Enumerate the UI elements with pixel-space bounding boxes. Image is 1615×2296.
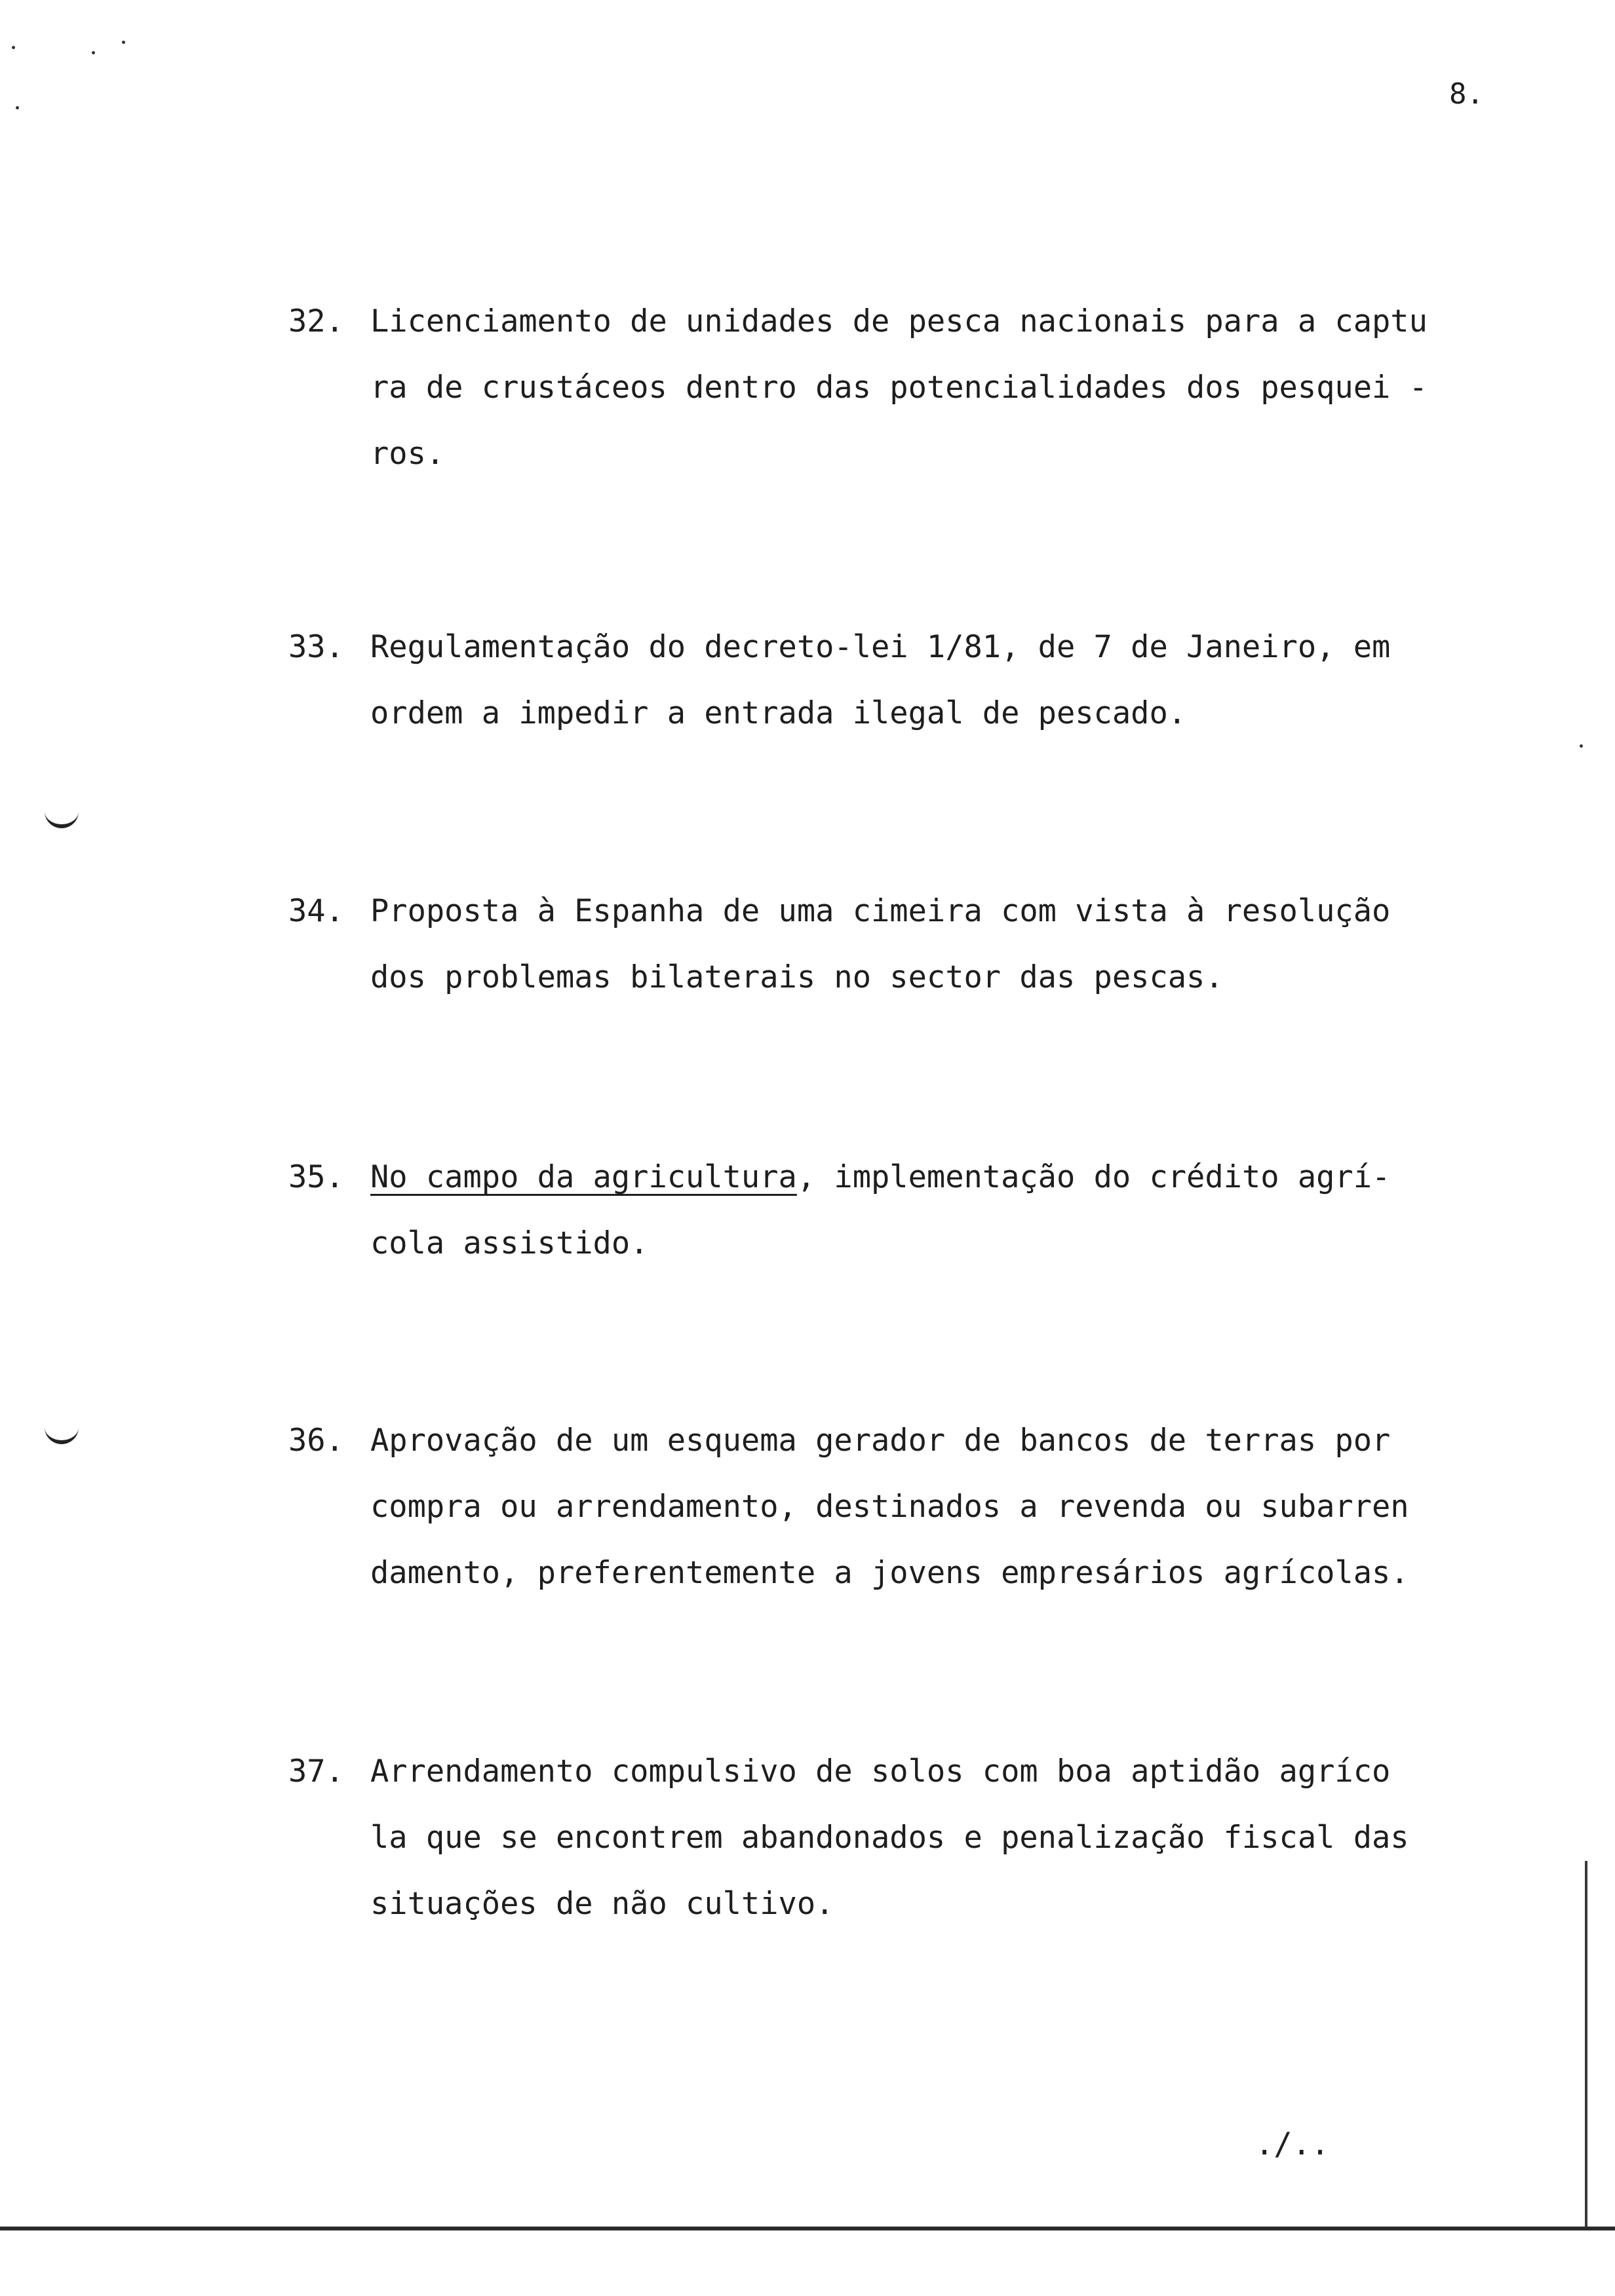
page-number: 8. <box>1449 77 1484 111</box>
scan-speck <box>92 51 95 54</box>
item-text-line: dos problemas bilaterais no sector das pescas. <box>370 959 1224 995</box>
list-item-36 <box>288 1407 1508 1606</box>
margin-mark <box>45 1427 79 1444</box>
item-text-line: Arrendamento compulsivo de solos com boa aptidão agríco <box>370 1753 1391 1789</box>
margin-mark <box>45 811 79 828</box>
item-text-line: ordem a impedir a entrada ilegal de pescado. <box>370 695 1187 731</box>
item-text-line: Regulamentação do decreto-lei 1/81, de 7 de Janeiro, em <box>370 629 1391 665</box>
item-text-line: la que se encontrem abandonados e penalização fiscal das <box>370 1820 1409 1856</box>
item-number: 32. <box>288 303 344 339</box>
item-number: 37. <box>288 1753 344 1789</box>
item-number: 34. <box>288 893 344 929</box>
item-number: 33. <box>288 629 344 665</box>
item-text-line <box>370 1144 1508 1210</box>
item-text-line: ra de crustáceos dentro das potencialidades dos pesquei - <box>370 370 1428 406</box>
list-item-33 <box>288 614 1508 746</box>
item-number: 36. <box>288 1423 344 1459</box>
bottom-rule <box>0 2227 1615 2230</box>
item-number: 35. <box>288 1159 344 1195</box>
scan-speck <box>1580 744 1583 748</box>
list-item-34 <box>288 878 1508 1010</box>
list-item-37 <box>288 1738 1508 1937</box>
item-text-line: ros. <box>370 436 445 472</box>
item-text-fragment: , implementação do crédito agrí- <box>796 1159 1391 1195</box>
margin-bar <box>1585 1861 1587 2228</box>
underlined-heading: No campo da agricultura <box>370 1159 797 1195</box>
list-item-32 <box>288 288 1508 487</box>
scan-speck <box>16 106 19 109</box>
list-item-35 <box>288 1144 1508 1276</box>
item-text-line: Proposta à Espanha de uma cimeira com vista à resolução <box>370 893 1391 929</box>
item-text-line: Licenciamento de unidades de pesca nacionais para a captu <box>370 303 1428 339</box>
scan-speck <box>12 46 15 49</box>
item-text-line: compra ou arrendamento, destinados a revenda ou subarren <box>370 1489 1409 1525</box>
item-text-line: Aprovação de um esquema gerador de bancos de terras por <box>370 1423 1391 1459</box>
continuation-mark: ./.. <box>1255 2126 1330 2162</box>
item-text-line: cola assistido. <box>370 1225 649 1261</box>
item-text-line: situações de não cultivo. <box>370 1886 834 1922</box>
scan-speck <box>122 41 125 44</box>
item-text-line: damento, preferentemente a jovens empresários agrícolas. <box>370 1555 1409 1591</box>
